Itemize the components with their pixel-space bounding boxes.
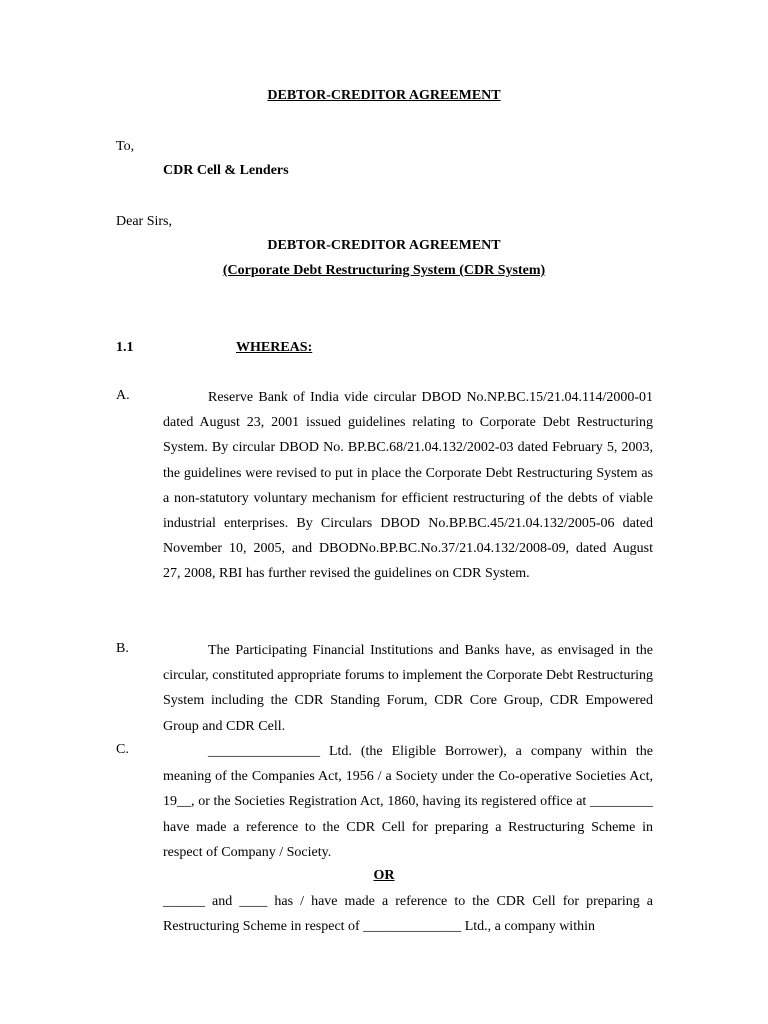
salutation: Dear Sirs, — [116, 214, 172, 229]
agreement-title: DEBTOR-CREDITOR AGREEMENT — [267, 238, 501, 253]
clause-text: ________________ Ltd. (the Eligible Borrower), a company within the meaning of the Companies Act, 1956 / a Society under the Co-operative Societies Act, 19__, or the Societies Registration Act, 1860, having its registered office at _________ have made a reference to the CDR Cell for preparing a Restructuring Scheme in respect of Company / Society. — [163, 744, 653, 860]
section-heading: WHEREAS: — [236, 340, 313, 355]
to-label: To, — [116, 139, 135, 154]
final-paragraph: ______ and ____ has / have made a reference to the CDR Cell for preparing a Restructuring Scheme in respect of ______________ Ltd., a company within — [163, 894, 653, 935]
clause-text: The Participating Financial Institutions and Banks have, as envisaged in the circular, constituted appropriate forums to implement the Corporate Debt Restructuring System including the CDR Standing Forum, CDR Core Group, CDR Empowered Group and CDR Cell. — [163, 643, 653, 734]
addressee: CDR Cell & Lenders — [163, 163, 289, 178]
clause-label: B. — [116, 641, 129, 656]
agreement-subtitle: (Corporate Debt Restructuring System (CDR System) — [222, 263, 546, 278]
section-number: 1.1 — [116, 340, 134, 355]
clause-label: C. — [116, 742, 129, 757]
clause-label: A. — [116, 388, 130, 403]
document-heading: DEBTOR-CREDITOR AGREEMENT — [267, 88, 501, 103]
or-separator: OR — [373, 868, 395, 883]
clause-text: Reserve Bank of India vide circular DBOD No.NP.BC.15/21.04.114/2000-01 dated August 23, 2001 issued guidelines relating to Corporate Debt Restructuring System. By circular DBOD No. BP.BC.68/21.04.132/2002-03 dated February 5, 2003, the guidelines were revised to put in place the Corporate Debt Restructuring System as a non-statutory voluntary mechanism for efficient restructuring of the debts of viable industrial enterprises. By Circulars DBOD No.BP.BC.45/21.04.132/2005-06 dated November 10, 2005, and DBODNo.BP.BC.No.37/21.04.132/2008-09, dated August 27, 2008, RBI has further revised the guidelines on CDR System. — [163, 390, 653, 582]
